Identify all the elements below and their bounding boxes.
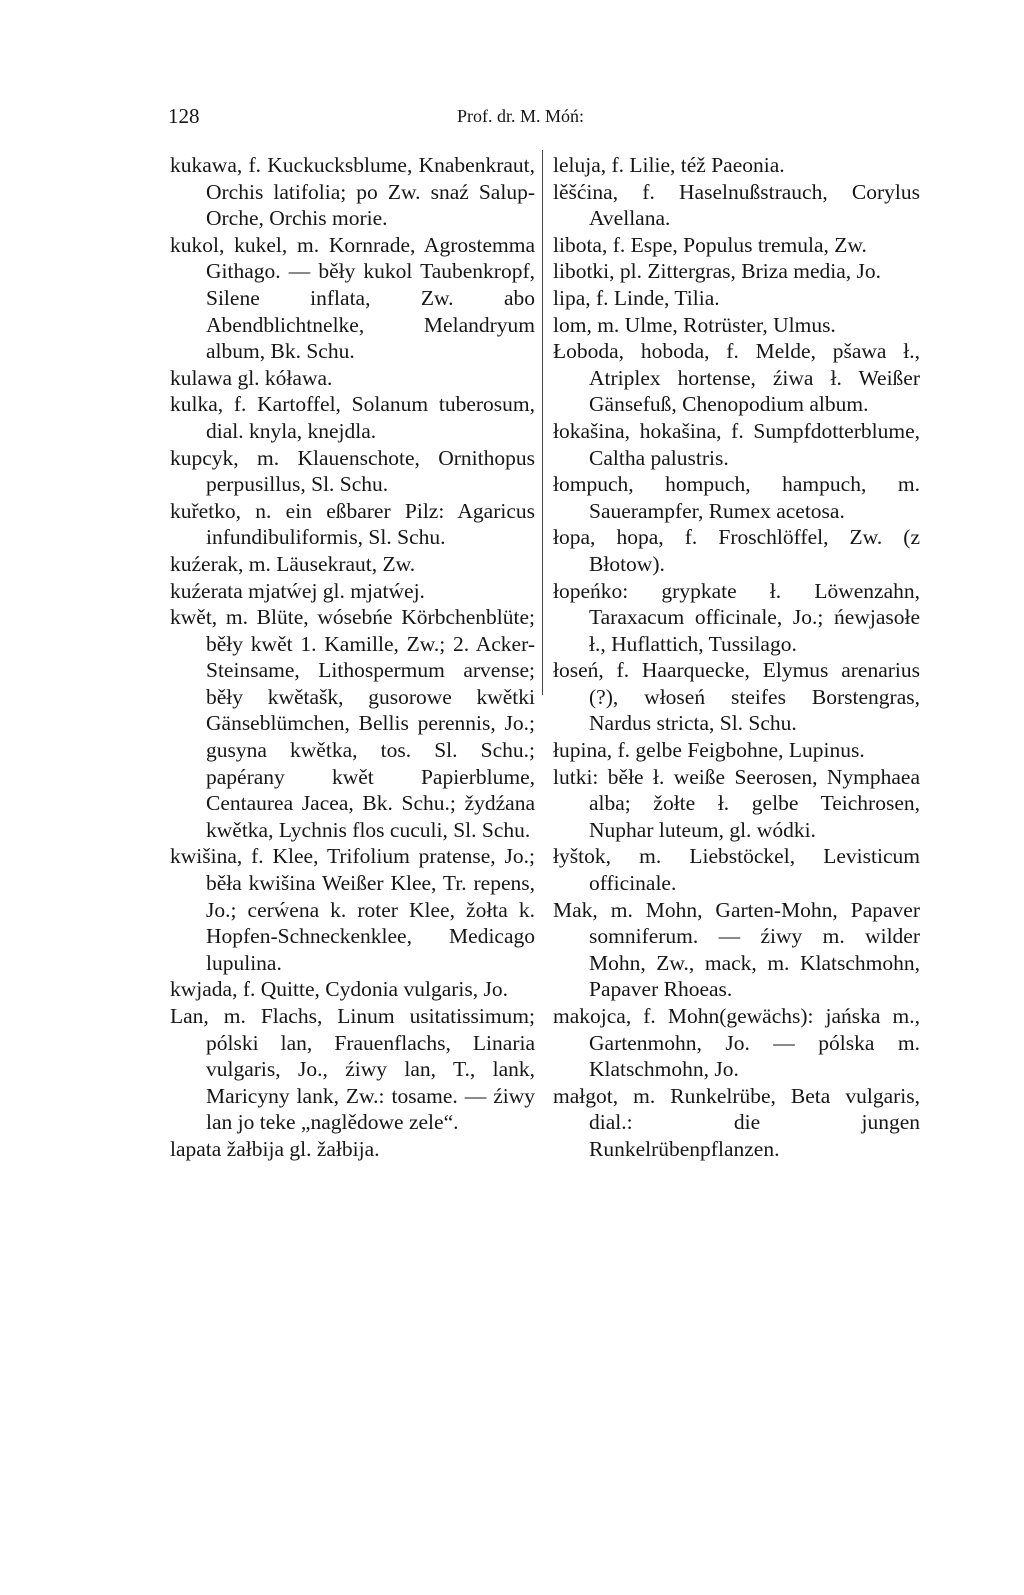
- dictionary-entry: lipa, f. Linde, Tilia.: [553, 285, 720, 310]
- column-divider: [542, 150, 543, 695]
- dictionary-entry: kwišina, f. Klee, Trifolium pratense, Jo.; běła kwišina Weißer Klee, Tr. repens, Jo.; cerẃena k. roter Klee, žołta k. Hopfen-Schneckenklee, Medicago lupulina.: [170, 844, 535, 975]
- right-column: [553, 152, 920, 1163]
- dictionary-entry: kupcyk, m. Klauenschote, Ornithopus perpusillus, Sl. Schu.: [170, 445, 535, 497]
- page-number: 128: [168, 104, 200, 128]
- dictionary-entry: łopeńko: grypkate ł. Löwenzahn, Taraxacum officinale, Jo.; ńewjasołe ł., Huflattich, Tussilago.: [553, 578, 920, 656]
- dictionary-entry: łompuch, hompuch, hampuch, m. Sauerampfer, Rumex acetosa.: [553, 472, 920, 523]
- dictionary-entry: lěšćina, f. Haselnußstrauch, Corylus Avellana.: [553, 179, 920, 231]
- dictionary-entry: kukol, kukel, m. Kornrade, Agrostemma Githago. — běły kukol Taubenkropf, Silene inflata, Zw. abo Abendblichtnelke, Melandryum album, Bk. Schu.: [170, 232, 535, 364]
- dictionary-entry: lom, m. Ulme, Rotrüster, Ulmus.: [553, 312, 836, 337]
- dictionary-entry: łopa, hopa, f. Froschlöffel, Zw. (z Błotow).: [553, 525, 920, 576]
- dictionary-entry: Łoboda, hoboda, f. Melde, pšawa ł., Atriplex hortense, źiwa ł. Weißer Gänsefuß, Chenopodium album.: [553, 339, 920, 417]
- dictionary-entry: kulka, f. Kartoffel, Solanum tuberosum, dial. knyla, knejdla.: [170, 392, 535, 443]
- dictionary-entry: kulawa gl. kóława.: [170, 365, 333, 390]
- dictionary-entry: libotki, pl. Zittergras, Briza media, Jo.: [553, 259, 882, 284]
- dictionary-entry: łoseń, f. Haarquecke, Elymus arenarius (?), włoseń steifes Borstengras, Nardus stricta, Sl. Schu.: [553, 658, 920, 736]
- dictionary-entry: leluja, f. Lilie, též Paeonia.: [553, 153, 785, 177]
- page-header: [0, 98, 1024, 134]
- dictionary-entry: małgot, m. Runkelrübe, Beta vulgaris, dial.: die jungen Runkelrübenpflanzen.: [553, 1083, 920, 1161]
- dictionary-entry: kwjada, f. Quitte, Cydonia vulgaris, Jo.: [170, 977, 508, 1002]
- dictionary-entry: łyštok, m. Liebstöckel, Levisticum officinale.: [553, 844, 920, 896]
- running-head: Prof. dr. M. Móń:: [457, 106, 585, 126]
- dictionary-entry: lapata žałbija gl. žałbija.: [170, 1136, 380, 1161]
- dictionary-entry: łupina, f. gelbe Feigbohne, Lupinus.: [553, 738, 865, 763]
- dictionary-entry: Mak, m. Mohn, Garten-Mohn, Papaver somniferum. — źiwy m. wilder Mohn, Zw., mack, m. Klatschmohn, Papaver Rhoeas.: [553, 897, 920, 1002]
- dictionary-entry: kuźerak, m. Läusekraut, Zw.: [170, 551, 416, 576]
- dictionary-entry: makojca, f. Mohn(gewächs): jańska m., Gartenmohn, Jo. — pólska m. Klatschmohn, Jo.: [553, 1004, 920, 1082]
- dictionary-entry: kuřetko, n. ein eßbarer Pilz: Agaricus infundibuliformis, Sl. Schu.: [170, 498, 535, 550]
- dictionary-entry: kukawa, f. Kuckucksblume, Knabenkraut, Orchis latifolia; po Zw. snaź Salup-Orche, Orchis morie.: [170, 153, 535, 231]
- dictionary-entry: libota, f. Espe, Populus tremula, Zw.: [553, 232, 867, 257]
- dictionary-entry: łokašina, hokašina, f. Sumpfdotterblume, Caltha palustris.: [553, 418, 920, 470]
- dictionary-entry: kwět, m. Blüte, wósebńe Körbchenblüte; běły kwět 1. Kamille, Zw.; 2. Acker-Steinsame, Lithospermum arvense; běły kwětašk, gusorowe kwětki Gänseblümchen, Bellis perennis, Jo.; gusyna kwětka, tos. Sl. Schu.; papérany kwět Papierblume, Centaurea Jacea, Bk. Schu.; žydźana kwětka, Lychnis flos cuculi, Sl. Schu.: [170, 605, 535, 842]
- dictionary-entry: lutki: běłe ł. weiße Seerosen, Nymphaea alba; žołte ł. gelbe Teichrosen, Nuphar luteum, gl. wódki.: [553, 764, 920, 842]
- dictionary-entry: kuźerata mjatẃej gl. mjatẃej.: [170, 578, 425, 603]
- dictionary-entry: Lan, m. Flachs, Linum usitatissimum; pólski lan, Frauenflachs, Linaria vulgaris, Jo., źiwy lan, T., lank, Maricyny lank, Zw.: tosame. — źiwy lan jo teke „naglědowe zele“.: [170, 1004, 535, 1135]
- left-column: [170, 152, 535, 1163]
